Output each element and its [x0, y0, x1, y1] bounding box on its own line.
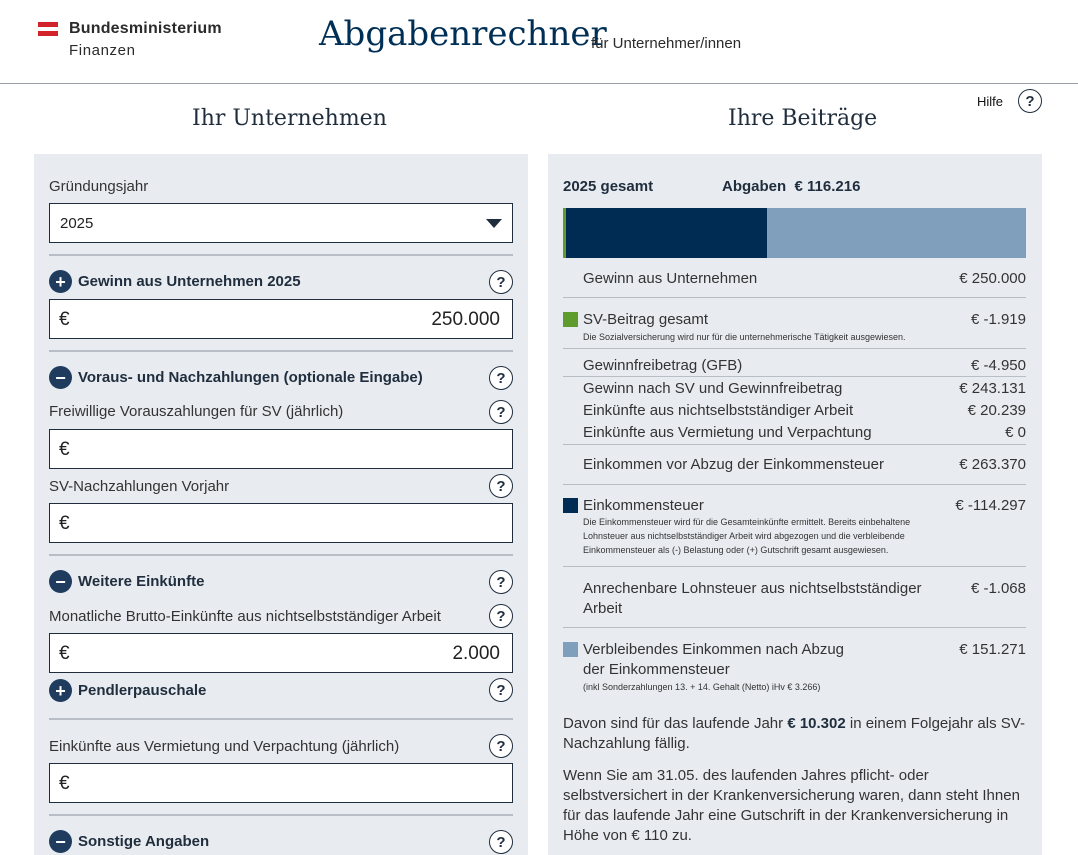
right-section-title: Ihre Beiträge: [728, 106, 878, 131]
commuter-help-icon[interactable]: ?: [489, 678, 513, 702]
profit-section-toggle[interactable]: [49, 270, 301, 293]
row-amount: € 250.000: [959, 270, 1026, 287]
divider: [563, 484, 1026, 485]
employment-label: Monatliche Brutto-Einkünfte aus nichtselbstständiger Arbeit: [49, 608, 441, 625]
commuter-section-toggle[interactable]: [49, 679, 206, 702]
levies-label: Abgaben: [722, 178, 787, 195]
row-amount: € 263.370: [959, 456, 1026, 473]
prepay-section-toggle[interactable]: [49, 366, 423, 389]
row-name: Arbeit: [583, 600, 623, 617]
euro-icon: €: [59, 513, 70, 534]
other-section-title: Sonstige Angaben: [78, 833, 210, 850]
row-name: Einkünfte aus Vermietung und Verpachtung: [583, 424, 872, 441]
founding-year-label: Gründungsjahr: [49, 178, 149, 195]
income-tax-note-1: Die Einkommensteuer wird für die Gesamteinkünfte ermittelt. Bereits einbehaltene: [583, 517, 911, 527]
row-amount: € -1.068: [970, 580, 1026, 597]
app-subtitle: für Unternehmer/innen: [591, 35, 742, 52]
row-amount: € 243.131: [959, 380, 1026, 397]
row-name: Gewinn aus Unternehmen: [583, 270, 758, 287]
divider: [49, 350, 513, 352]
divider: [563, 376, 1026, 377]
row-name: Anrechenbare Lohnsteuer aus nichtselbstständiger: [583, 580, 922, 597]
other-help-icon[interactable]: ?: [489, 830, 513, 854]
sv-note: Die Sozialversicherung wird nur für die unternehmerische Tätigkeit ausgewiesen.: [583, 332, 906, 342]
levies-bar: [563, 208, 1026, 258]
row-amount: € 151.271: [959, 641, 1026, 658]
other-section-toggle[interactable]: [49, 830, 209, 853]
row-amount: € -4.950: [970, 357, 1026, 374]
income-section-toggle[interactable]: [49, 570, 204, 593]
remaining-note: (inkl Sonderzahlungen 13. + 14. Gehalt (Netto) iHv € 3.266): [583, 682, 821, 692]
help-label[interactable]: Hilfe: [977, 94, 1004, 109]
tax-bar-segment: [566, 208, 767, 258]
employment-input[interactable]: [49, 633, 513, 673]
page-header: [0, 0, 1078, 84]
profit-help-icon[interactable]: ?: [489, 270, 513, 294]
income-section-title: Weitere Einkünfte: [78, 573, 205, 590]
divider: [49, 718, 513, 720]
divider: [49, 554, 513, 556]
prepay-help-icon[interactable]: ?: [489, 366, 513, 390]
prepay-section-title: Voraus- und Nachzahlungen (optionale Eingabe): [78, 369, 423, 386]
austria-flag-icon: [38, 22, 58, 36]
euro-icon: €: [59, 439, 70, 460]
sv-legend-icon: [563, 312, 578, 327]
founding-year-select[interactable]: [49, 203, 513, 243]
row-amount: € 0: [1005, 424, 1026, 441]
divider: [563, 348, 1026, 349]
rent-help-icon[interactable]: ?: [489, 734, 513, 758]
sv-back-input[interactable]: [49, 503, 513, 543]
euro-icon: €: [59, 309, 70, 330]
row-name: SV-Beitrag gesamt: [583, 311, 709, 328]
sv-back-label: SV-Nachzahlungen Vorjahr: [49, 478, 230, 495]
row-name: Einkünfte aus nichtselbstständiger Arbeit: [583, 402, 854, 419]
logo-line-2: Finanzen: [69, 42, 136, 59]
logo-line-1: Bundesministerium: [69, 20, 222, 37]
sv-backpay-info: [563, 714, 1028, 754]
divider: [563, 444, 1026, 445]
minus-circle-icon: −: [49, 570, 72, 593]
divider: [49, 814, 513, 816]
remaining-legend-icon: [563, 642, 578, 657]
levies-summary: [722, 178, 860, 195]
year-total-label: 2025 gesamt: [563, 178, 654, 195]
row-name: Einkommen vor Abzug der Einkommensteuer: [583, 456, 884, 473]
info-text: Davon sind für das laufende Jahr: [563, 715, 788, 732]
rent-input[interactable]: [49, 763, 513, 803]
divider: [563, 297, 1026, 298]
income-tax-legend-icon: [563, 498, 578, 513]
info-amount: € 10.302: [787, 715, 846, 732]
plus-circle-icon: +: [49, 679, 72, 702]
levies-value: € 116.216: [794, 178, 861, 195]
euro-icon: €: [59, 643, 70, 664]
prepay-field-help-icon[interactable]: ?: [489, 400, 513, 424]
prepay-label: Freiwillige Vorauszahlungen für SV (jährlich): [49, 403, 344, 420]
minus-circle-icon: −: [49, 366, 72, 389]
app-title: Abgabenrechner: [319, 14, 607, 54]
help-icon[interactable]: ?: [1018, 89, 1042, 113]
prepay-input[interactable]: [49, 429, 513, 469]
info-text: in einem Folgejahr als SV-Nachzahlung fällig.: [563, 715, 1025, 752]
divider: [563, 566, 1026, 567]
income-tax-note-2: Lohnsteuer aus nichtselbstständiger Arbeit wird abgezogen und die verbleibende: [583, 531, 905, 541]
row-name: Gewinnfreibetrag (GFB): [583, 357, 743, 374]
company-input-panel: [34, 154, 528, 855]
employment-input-value: 2.000: [452, 643, 500, 664]
plus-circle-icon: +: [49, 270, 72, 293]
income-help-icon[interactable]: ?: [489, 570, 513, 594]
row-amount: € 20.239: [967, 402, 1026, 419]
chevron-down-icon: [486, 219, 502, 228]
row-name: Verbleibendes Einkommen nach Abzug: [583, 641, 845, 658]
sv-back-help-icon[interactable]: ?: [489, 474, 513, 498]
profit-section-title: Gewinn aus Unternehmen 2025: [78, 273, 301, 290]
row-amount: € -114.297: [955, 497, 1026, 514]
row-amount: € -1.919: [970, 311, 1026, 328]
founding-year-value: 2025: [60, 215, 94, 232]
euro-icon: €: [59, 773, 70, 794]
commuter-section-title: Pendlerpauschale: [78, 682, 207, 699]
income-tax-note-3: Einkommensteuer als (-) Belastung oder (+) Gutschrift gesamt ausgewiesen.: [583, 545, 889, 555]
contributions-panel: [548, 154, 1042, 855]
row-name: Gewinn nach SV und Gewinnfreibetrag: [583, 380, 843, 397]
profit-input-value: 250.000: [431, 309, 500, 330]
divider: [563, 627, 1026, 628]
employment-help-icon[interactable]: ?: [489, 604, 513, 628]
profit-input[interactable]: [49, 299, 513, 339]
row-name: der Einkommensteuer: [583, 661, 730, 678]
rent-label: Einkünfte aus Vermietung und Verpachtung (jährlich): [49, 738, 400, 755]
health-insurance-info: Wenn Sie am 31.05. des laufenden Jahres pflicht- oder selbstversichert in der Krankenversicherung waren, dann steht Ihnen für das laufende Jahr eine Gutschrift in der Krankenversicherung in Höhe von € 110 zu.: [563, 767, 1020, 844]
row-name: Einkommensteuer: [583, 497, 704, 514]
divider: [49, 254, 513, 256]
left-section-title: Ihr Unternehmen: [192, 106, 387, 131]
minus-circle-icon: −: [49, 830, 72, 853]
